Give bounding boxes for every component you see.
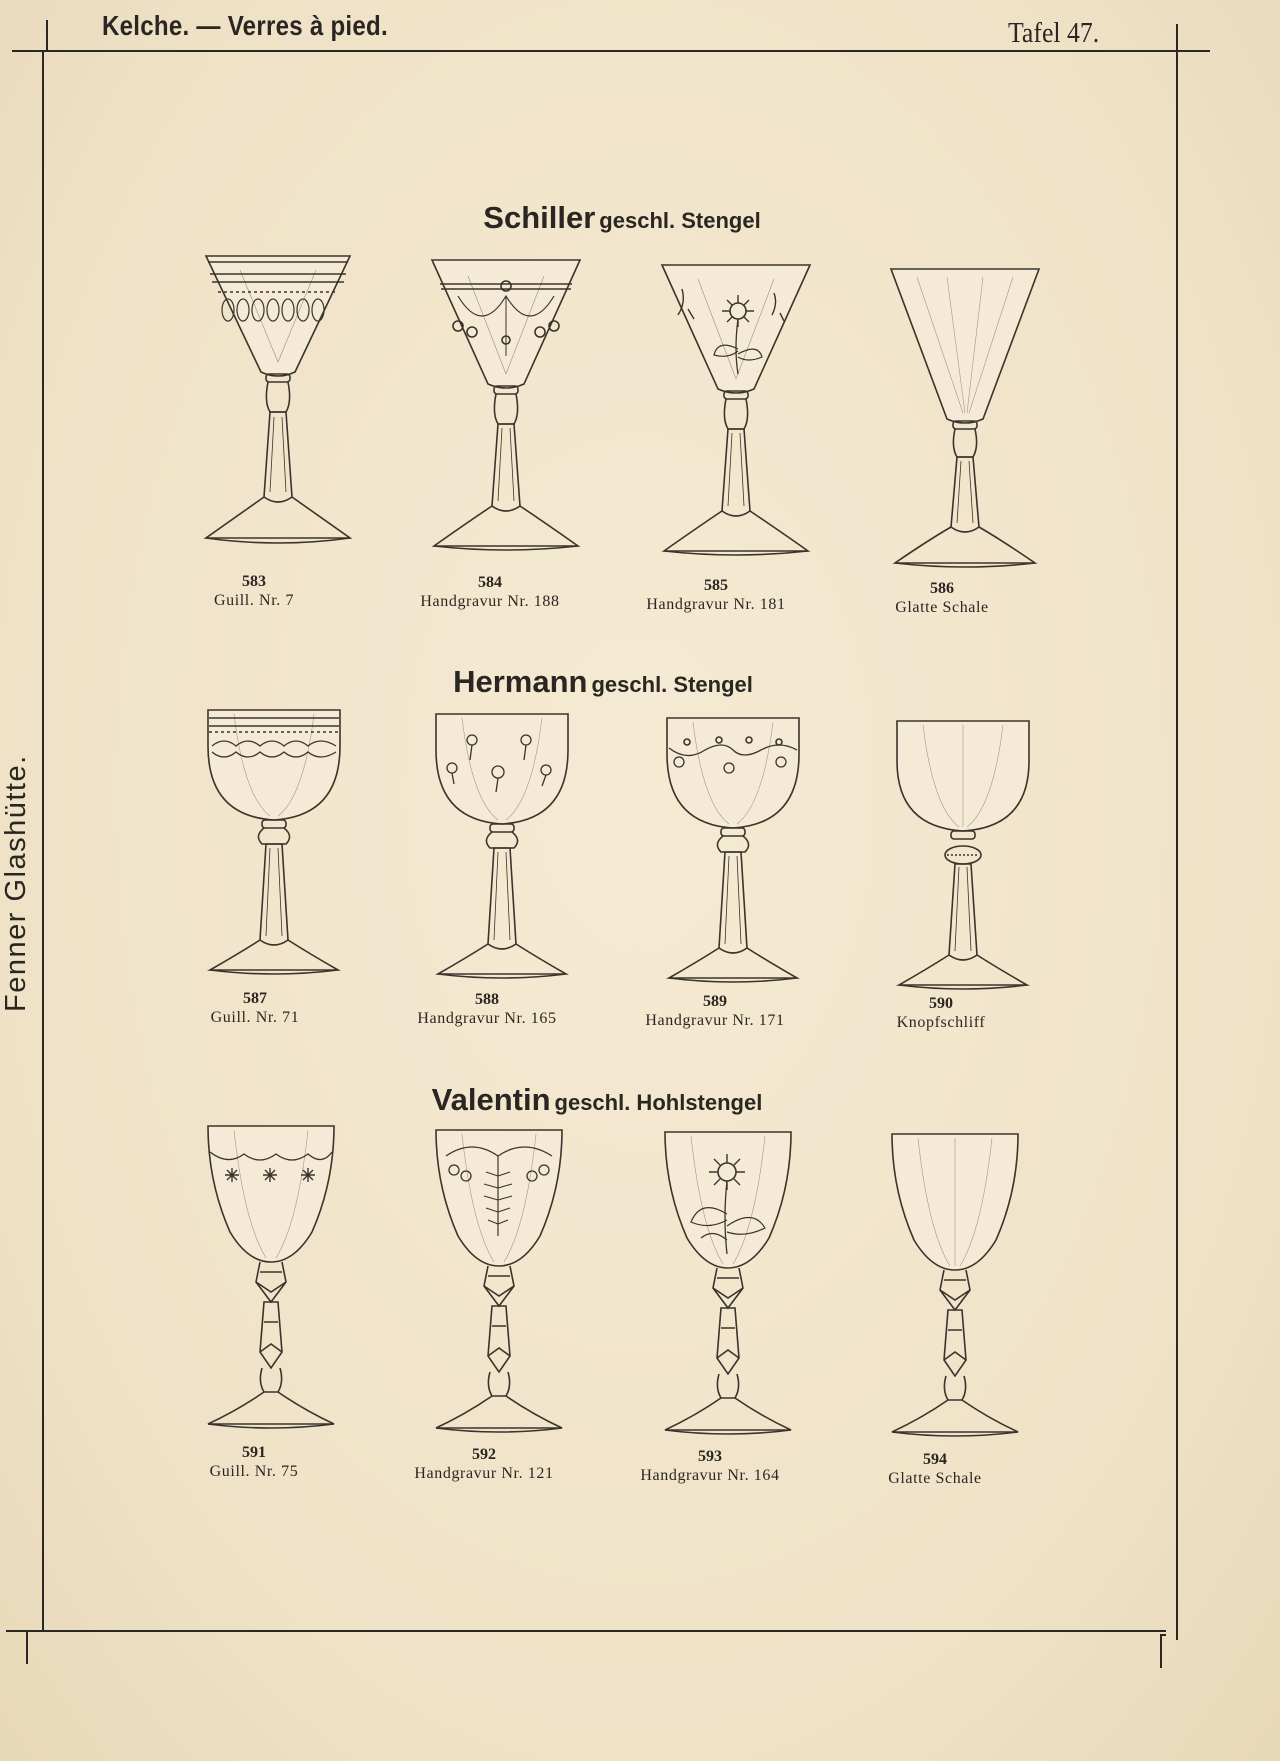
glass-illustration-590 bbox=[893, 717, 1033, 995]
item-number: 584 bbox=[478, 574, 502, 591]
glass-illustration-588 bbox=[432, 710, 572, 984]
item-caption-594 bbox=[835, 1450, 1035, 1488]
frame-left-rule bbox=[42, 52, 44, 1630]
item-number: 591 bbox=[242, 1444, 266, 1461]
item-number: 593 bbox=[698, 1448, 722, 1465]
glass-illustration-593 bbox=[661, 1128, 795, 1440]
item-caption-590 bbox=[841, 994, 1041, 1032]
section-name: Schiller bbox=[483, 200, 596, 235]
item-number: 590 bbox=[929, 995, 953, 1012]
plate-number: Tafel 47. bbox=[1008, 18, 1100, 49]
item-caption-589 bbox=[615, 992, 815, 1030]
glass-illustration-583 bbox=[200, 252, 356, 557]
header-right-tick bbox=[1176, 24, 1178, 60]
item-caption-592 bbox=[384, 1445, 584, 1483]
item-number: 588 bbox=[475, 991, 499, 1008]
item-label: Handgravur Nr. 165 bbox=[417, 1010, 557, 1027]
item-caption-593 bbox=[610, 1447, 810, 1485]
publisher-vertical-text: Fenner Glashütte. bbox=[0, 754, 32, 1012]
section-name: Hermann bbox=[453, 664, 588, 699]
item-number: 592 bbox=[472, 1446, 496, 1463]
glass-illustration-589 bbox=[663, 714, 803, 988]
item-caption-586 bbox=[842, 579, 1042, 617]
item-number: 589 bbox=[703, 993, 727, 1010]
item-label: Guill. Nr. 75 bbox=[209, 1463, 299, 1480]
glass-illustration-585 bbox=[658, 259, 814, 564]
item-label: Handgravur Nr. 181 bbox=[646, 596, 786, 613]
frame-right-rule bbox=[1176, 60, 1178, 1640]
section-subtitle: geschl. Stengel bbox=[599, 208, 761, 233]
glass-illustration-591 bbox=[204, 1122, 338, 1434]
item-label: Glatte Schale bbox=[888, 1470, 982, 1487]
bottom-rule bbox=[6, 1630, 1166, 1632]
item-number: 583 bbox=[242, 573, 266, 590]
top-rule bbox=[12, 50, 1210, 52]
page-title: Kelche. — Verres à pied. bbox=[102, 10, 388, 41]
item-caption-588 bbox=[387, 990, 587, 1028]
section-subtitle: geschl. Stengel bbox=[591, 672, 753, 697]
glass-illustration-592 bbox=[432, 1126, 566, 1438]
item-label: Handgravur Nr. 121 bbox=[414, 1465, 554, 1482]
bottom-right-tick bbox=[1160, 1634, 1162, 1668]
bottom-left-tick bbox=[26, 1632, 28, 1664]
item-number: 586 bbox=[930, 580, 954, 597]
item-caption-585 bbox=[616, 576, 816, 614]
item-label: Handgravur Nr. 171 bbox=[645, 1012, 785, 1029]
item-caption-587 bbox=[155, 989, 355, 1027]
header-left-tick bbox=[46, 20, 48, 50]
glass-illustration-584 bbox=[428, 256, 584, 561]
item-number: 585 bbox=[704, 577, 728, 594]
item-label: Handgravur Nr. 164 bbox=[640, 1467, 780, 1484]
item-caption-591 bbox=[154, 1443, 354, 1481]
item-caption-583 bbox=[154, 572, 354, 610]
item-label: Handgravur Nr. 188 bbox=[420, 593, 560, 610]
item-number: 587 bbox=[243, 990, 267, 1007]
glass-illustration-586 bbox=[887, 265, 1043, 575]
item-caption-584 bbox=[390, 573, 590, 611]
section-title-schiller bbox=[272, 200, 972, 236]
section-name: Valentin bbox=[431, 1082, 551, 1117]
section-subtitle: geschl. Hohlstengel bbox=[554, 1090, 763, 1115]
glass-illustration-594 bbox=[888, 1130, 1022, 1442]
item-label: Guill. Nr. 7 bbox=[213, 592, 295, 609]
item-label: Guill. Nr. 71 bbox=[210, 1009, 300, 1026]
section-title-hermann bbox=[253, 664, 953, 700]
item-label: Knopfschliff bbox=[896, 1014, 986, 1031]
item-label: Glatte Schale bbox=[895, 599, 989, 616]
section-title-valentin bbox=[247, 1082, 947, 1118]
item-number: 594 bbox=[923, 1451, 947, 1468]
glass-illustration-587 bbox=[204, 706, 344, 980]
